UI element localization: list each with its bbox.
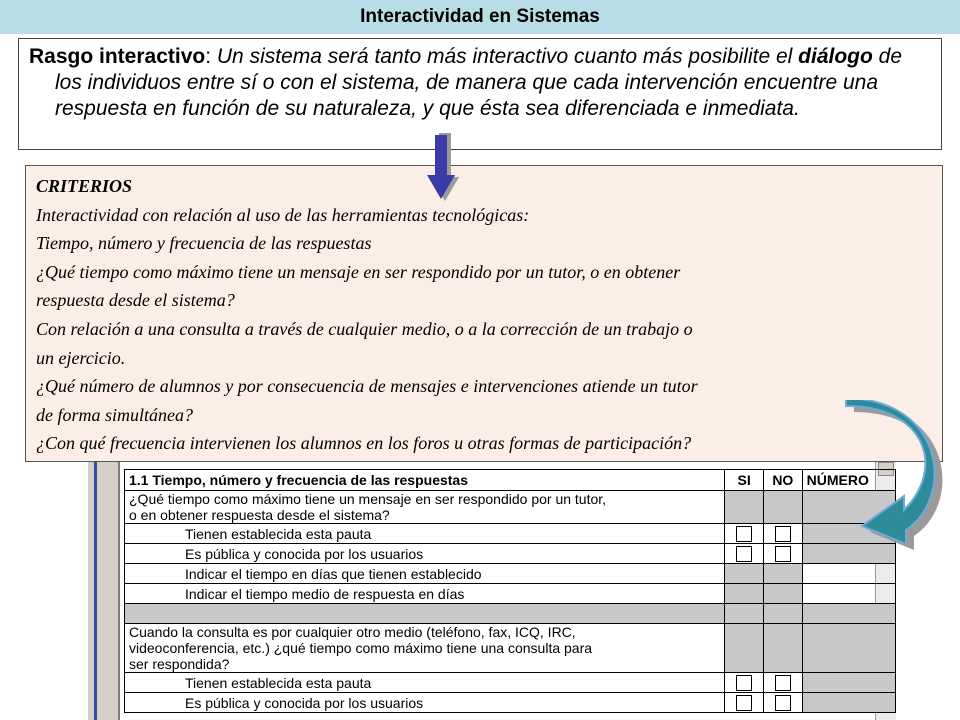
- table-row: [125, 624, 896, 673]
- spacer-cell: [802, 604, 895, 624]
- cell-disabled: [763, 624, 802, 673]
- number-input[interactable]: [802, 564, 895, 584]
- cell-disabled: [725, 564, 764, 584]
- column-header-si: SI: [725, 470, 764, 491]
- definition-label: Rasgo interactivo: [29, 45, 206, 68]
- table-row: [125, 564, 896, 584]
- column-header-numero: NÚMERO: [802, 470, 895, 491]
- no-checkbox[interactable]: [775, 546, 791, 562]
- cell-disabled: [802, 624, 895, 673]
- table-header-row: [125, 470, 896, 491]
- criteria-box: [25, 165, 943, 462]
- si-checkbox[interactable]: [736, 526, 752, 542]
- cell-disabled: [763, 491, 802, 524]
- no-checkbox[interactable]: [775, 526, 791, 542]
- form-screenshot: [88, 462, 896, 720]
- question-line: ser respondida?: [129, 656, 230, 672]
- criteria-line: ¿Qué número de alumnos y por consecuencia de mensajes e intervenciones atiende un tutor: [36, 376, 698, 397]
- table-row: [125, 693, 896, 713]
- no-checkbox-cell: [763, 673, 802, 693]
- question-text: [125, 491, 725, 524]
- si-checkbox-cell: [725, 673, 764, 693]
- si-checkbox-cell: [725, 544, 764, 564]
- criteria-line: de forma simultánea?: [36, 404, 193, 425]
- table-row: [125, 584, 896, 604]
- criteria-line: ¿Con qué frecuencia intervienen los alumnos en los foros u otras formas de participación?: [36, 433, 692, 454]
- si-checkbox[interactable]: [736, 675, 752, 691]
- question-line: ¿Qué tiempo como máximo tiene un mensaje en ser respondido por un tutor,: [129, 491, 607, 507]
- table-row-spacer: [125, 604, 896, 624]
- definition-bold-word: diálogo: [798, 45, 873, 68]
- definition-separator: :: [205, 45, 217, 68]
- column-header-no: NO: [763, 470, 802, 491]
- spacer-cell: [125, 604, 725, 624]
- option-label: Tienen establecida esta pauta: [125, 673, 725, 693]
- cell-disabled: [763, 584, 802, 604]
- criteria-line: Tiempo, número y frecuencia de las respuestas: [36, 233, 372, 254]
- down-arrow-icon: [425, 133, 461, 203]
- cell-disabled: [802, 693, 895, 713]
- option-label: Tienen establecida esta pauta: [125, 524, 725, 544]
- cell-disabled: [725, 491, 764, 524]
- question-line: videoconferencia, etc.) ¿qué tiempo como máximo tiene una consulta para: [129, 640, 593, 656]
- criteria-line: Interactividad con relación al uso de las herramientas tecnológicas:: [36, 204, 530, 225]
- question-line: Cuando la consulta es por cualquier otro medio (teléfono, fax, ICQ, IRC,: [129, 624, 576, 640]
- option-label: Indicar el tiempo en días que tienen establecido: [125, 564, 725, 584]
- number-input[interactable]: [802, 584, 895, 604]
- window-frame-left: [88, 462, 120, 720]
- option-label: Es pública y conocida por los usuarios: [125, 693, 725, 713]
- table-row: [125, 524, 896, 544]
- cell-disabled: [725, 624, 764, 673]
- spacer-cell: [763, 604, 802, 624]
- no-checkbox-cell: [763, 524, 802, 544]
- questionnaire-table: [124, 469, 896, 713]
- definition-box: [18, 38, 942, 150]
- table-row: [125, 491, 896, 524]
- si-checkbox[interactable]: [736, 546, 752, 562]
- si-checkbox-cell: [725, 524, 764, 544]
- section-title: 1.1 Tiempo, número y frecuencia de las respuestas: [125, 470, 725, 491]
- criteria-heading: CRITERIOS: [36, 176, 133, 196]
- criteria-line: respuesta desde el sistema?: [36, 290, 235, 311]
- title-bar: [0, 0, 960, 34]
- criteria-line: un ejercicio.: [36, 347, 126, 368]
- question-line: o en obtener respuesta desde el sistema?: [129, 507, 390, 523]
- definition-text-part2: de los individuos entre sí o con el sistema, de manera que cada intervención encuentre una respuesta en función de su naturaleza, y que ésta sea diferenciada e inmediata.: [55, 45, 903, 120]
- si-checkbox[interactable]: [736, 695, 752, 711]
- criteria-line: ¿Qué tiempo como máximo tiene un mensaje en ser respondido por un tutor, o en obtener: [36, 261, 681, 282]
- definition-text: [29, 44, 931, 122]
- no-checkbox[interactable]: [775, 695, 791, 711]
- question-text: [125, 624, 725, 673]
- cell-disabled: [725, 584, 764, 604]
- si-checkbox-cell: [725, 693, 764, 713]
- cell-disabled: [802, 673, 895, 693]
- table-row: [125, 544, 896, 564]
- no-checkbox-cell: [763, 544, 802, 564]
- no-checkbox-cell: [763, 693, 802, 713]
- curved-arrow-icon: [838, 400, 948, 550]
- page-title: Interactividad en Sistemas: [360, 6, 600, 27]
- spacer-cell: [725, 604, 764, 624]
- definition-text-part1: Un sistema será tanto más interactivo cuanto más posibilite el: [216, 45, 799, 68]
- option-label: Es pública y conocida por los usuarios: [125, 544, 725, 564]
- criteria-line: Con relación a una consulta a través de cualquier medio, o a la corrección de un trabajo o: [36, 318, 693, 339]
- cell-disabled: [763, 564, 802, 584]
- no-checkbox[interactable]: [775, 675, 791, 691]
- table-row: [125, 673, 896, 693]
- option-label: Indicar el tiempo medio de respuesta en días: [125, 584, 725, 604]
